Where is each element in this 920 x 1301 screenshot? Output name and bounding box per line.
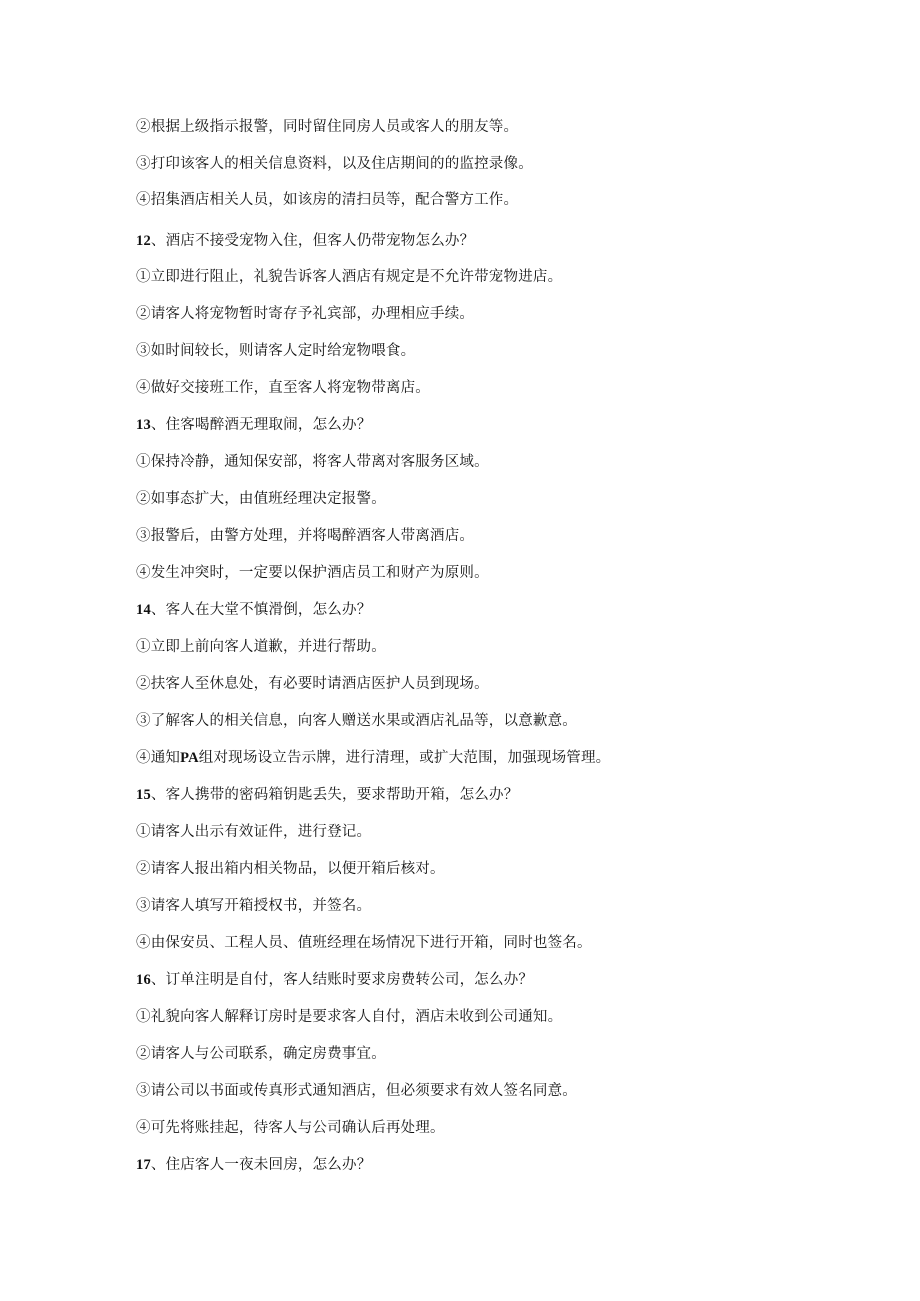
answer-line: ③了解客人的相关信息，向客人赠送水果或酒店礼品等，以意歉意。 [136,713,577,729]
question-text: 、客人携带的密码箱钥匙丢失，要求帮助开箱，怎么办？ [150,787,519,803]
answer-line: ③报警后，由警方处理，并将喝醉酒客人带离酒店。 [136,528,475,544]
answer-line: ③打印该客人的相关信息资料，以及住店期间的的监控录像。 [136,156,533,172]
question-text: 、住客喝醉酒无理取闹，怎么办？ [150,417,372,433]
question-number: 13 [136,417,151,433]
answer-line: ①立即上前向客人道歉，并进行帮助。 [136,639,386,655]
question-text: 、客人在大堂不慎滑倒，怎么办？ [150,602,372,618]
answer-line: ③请公司以书面或传真形式通知酒店，但必须要求有效人签名同意。 [136,1083,577,1099]
answer-line: ②如事态扩大，由值班经理决定报警。 [136,491,386,507]
question-number: 12 [136,233,151,249]
answer-line: ①礼貌向客人解释订房时是要求客人自付，酒店未收到公司通知。 [136,1009,563,1025]
question-number: 16 [136,972,151,988]
answer-line: ③如时间较长，则请客人定时给宠物喂食。 [136,343,416,359]
question-heading [136,1155,371,1175]
answer-line: ②请客人报出箱内相关物品，以便开箱后核对。 [136,861,445,877]
answer-line: ②根据上级指示报警，同时留住同房人员或客人的朋友等。 [136,119,519,135]
question-number: 15 [136,787,151,803]
answer-line: ④由保安员、工程人员、值班经理在场情况下进行开箱，同时也签名。 [136,935,592,951]
question-number: 14 [136,602,151,618]
question-number: 17 [136,1157,151,1173]
answer-text: 组对现场设立告示牌，进行清理，或扩大范围，加强现场管理。 [198,750,611,766]
answer-line: ④做好交接班工作，直至客人将宠物带离店。 [136,380,430,396]
answer-line: ①请客人出示有效证件，进行登记。 [136,824,372,840]
question-heading [136,231,474,251]
answer-line: ①保持冷静，通知保安部，将客人带离对客服务区域。 [136,454,489,470]
question-heading [136,785,518,805]
answer-line: ②扶客人至休息处，有必要时请酒店医护人员到现场。 [136,676,489,692]
answer-text: ④通知 [136,750,181,766]
answer-line: ①立即进行阻止，礼貌告诉客人酒店有规定是不允许带宠物进店。 [136,269,563,285]
answer-line: ④发生冲突时，一定要以保护酒店员工和财产为原则。 [136,565,489,581]
answer-line: ④可先将账挂起，待客人与公司确认后再处理。 [136,1120,445,1136]
answer-line: ④招集酒店相关人员，如该房的清扫员等，配合警方工作。 [136,192,519,208]
question-heading [136,970,533,990]
answer-line [136,748,610,768]
question-text: 、住店客人一夜未回房，怎么办？ [150,1157,372,1173]
answer-line: ②请客人与公司联系，确定房费事宜。 [136,1046,386,1062]
pa-abbreviation: PA [180,750,199,766]
question-text: 、酒店不接受宠物入住，但客人仍带宠物怎么办？ [150,233,475,249]
answer-line: ③请客人填写开箱授权书，并签名。 [136,898,372,914]
question-heading [136,415,371,435]
answer-line: ②请客人将宠物暂时寄存予礼宾部，办理相应手续。 [136,306,475,322]
question-heading [136,600,371,620]
question-text: 、订单注明是自付，客人结账时要求房费转公司，怎么办？ [150,972,534,988]
